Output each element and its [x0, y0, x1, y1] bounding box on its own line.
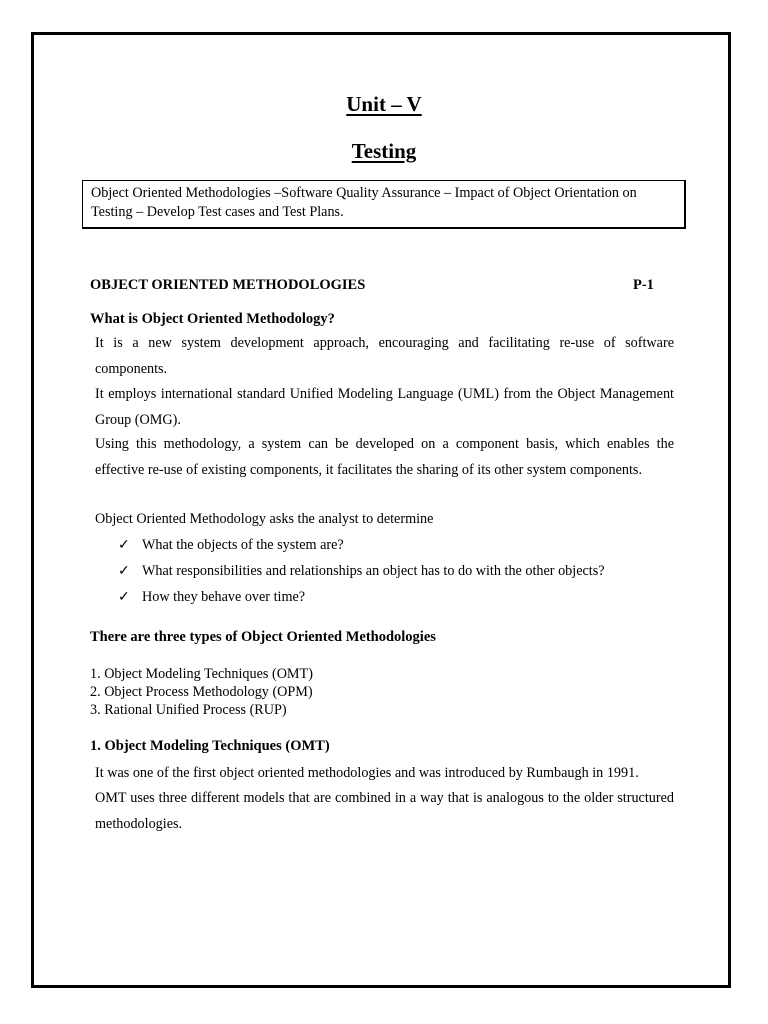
paragraph-uml: It employs international standard Unified Modeling Language (UML) from the Object Management Group (OMG).	[95, 386, 674, 428]
check-icon: ✓	[118, 589, 130, 605]
paragraph-omt-intro: It was one of the first object oriented methodologies and was introduced by Rumbaugh in 1991.	[95, 765, 639, 781]
list-item-text: What the objects of the system are?	[142, 537, 344, 553]
list-item	[118, 588, 605, 614]
page-reference: P-1	[633, 277, 654, 293]
list-item: 3. Rational Unified Process (RUP)	[90, 702, 287, 718]
check-icon: ✓	[118, 563, 130, 579]
types-heading: There are three types of Object Oriented Methodologies	[90, 629, 436, 645]
unit-title: Unit – V	[346, 92, 422, 116]
paragraph-analyst: Object Oriented Methodology asks the analyst to determine	[95, 511, 434, 527]
paragraph-definition: It is a new system development approach, encouraging and facilitating re-use of software components.	[95, 335, 674, 377]
summary-box: Object Oriented Methodologies –Software Quality Assurance – Impact of Object Orientation on Testing – Develop Test cases and Test Plans.	[82, 180, 686, 229]
paragraph-omt-models: OMT uses three different models that are combined in a way that is analogous to the older structured methodologies.	[95, 790, 674, 832]
list-item	[118, 536, 605, 562]
list-item-text: What responsibilities and relationships an object has to do with the other objects?	[142, 563, 605, 579]
omt-heading: 1. Object Modeling Techniques (OMT)	[90, 738, 330, 754]
paragraph-component-basis: Using this methodology, a system can be developed on a component basis, which enables the effective re-use of existing components, it facilitates the sharing of its other system components.	[95, 436, 674, 478]
list-item	[118, 562, 605, 588]
question-heading: What is Object Oriented Methodology?	[90, 311, 335, 327]
checklist	[118, 536, 605, 614]
page-border	[31, 32, 731, 988]
list-item: 1. Object Modeling Techniques (OMT)	[90, 666, 313, 682]
types-list	[90, 665, 313, 719]
list-item-text: How they behave over time?	[142, 589, 306, 605]
list-item: 2. Object Process Methodology (OPM)	[90, 684, 313, 700]
section-heading: OBJECT ORIENTED METHODOLOGIES	[90, 277, 366, 293]
page-title: Testing	[351, 139, 417, 163]
check-icon: ✓	[118, 537, 130, 553]
